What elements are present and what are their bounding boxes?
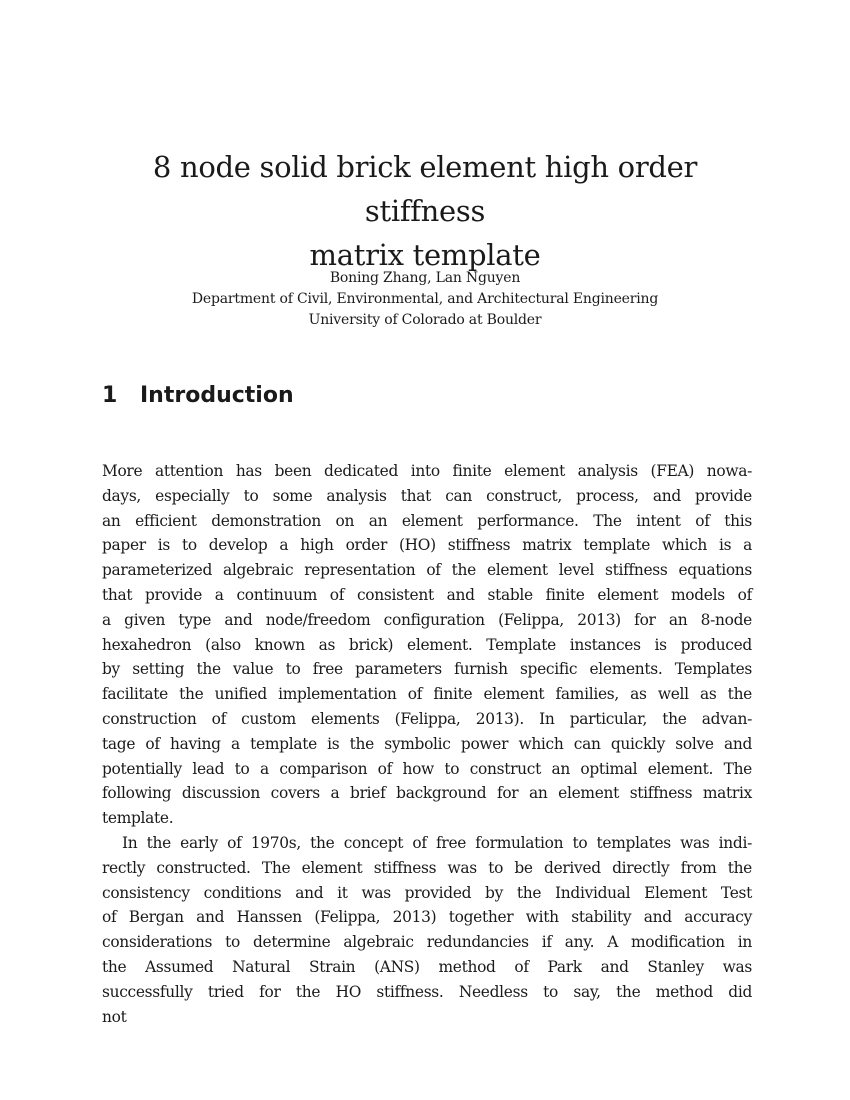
author-block [90,268,760,331]
paragraph-2 [102,831,752,1029]
paragraph-line: a given type and node/freedom configuration (Felippa, 2013) for an 8-node [102,610,752,629]
title-line-1: 8 node solid brick element high order stiffness [152,150,698,228]
paragraph-line: template. [102,809,174,828]
section-number: 1 [102,383,118,408]
author-names: Boning Zhang, Lan Nguyen [329,270,521,286]
paragraph-line: an efficient demonstration on an element performance. The intent of this [102,511,752,530]
paragraph-line: considerations to determine algebraic redundancies if any. A modification in [102,933,752,952]
paragraph-line: successfully tried for the HO stiffness. Needless to say, the method did [102,982,752,1001]
paragraph-line: potentially lead to a comparison of how to construct an optimal element. The [102,759,752,778]
paragraph-line: of Bergan and Hanssen (Felippa, 2013) together with stability and accuracy [102,908,752,927]
paragraph-line: rectly constructed. The element stiffness was to be derived directly from the [102,858,752,877]
paragraph-line: paper is to develop a high order (HO) stiffness matrix template which is a [102,536,752,555]
affiliation-department: Department of Civil, Environmental, and Architectural Engineering [191,291,659,307]
introduction-body [102,459,752,1029]
paragraph-line: that provide a continuum of consistent and stable finite element models of [102,585,752,604]
paragraph-1 [102,459,752,831]
paragraph-line: not [102,1007,127,1026]
paragraph-line: by setting the value to free parameters furnish specific elements. Templates [102,660,752,679]
paragraph-line: construction of custom elements (Felippa, 2013). In particular, the advan- [102,709,752,728]
paragraph-line: parameterized algebraic representation of the element level stiffness equations [102,561,752,580]
paragraph-line: following discussion covers a brief background for an element stiffness matrix [102,784,752,803]
title-line-2: matrix template [309,238,541,272]
paragraph-line: the Assumed Natural Strain (ANS) method of Park and Stanley was [102,957,752,976]
paragraph-line: tage of having a template is the symbolic power which can quickly solve and [102,734,752,753]
paragraph-line: More attention has been dedicated into finite element analysis (FEA) nowa- [102,462,752,480]
paragraph-line: consistency conditions and it was provided by the Individual Element Test [102,883,752,902]
paper-title [90,145,760,277]
paragraph-line: days, especially to some analysis that can construct, process, and provide [102,486,752,505]
affiliation-university: University of Colorado at Boulder [308,312,542,328]
section-heading-introduction [102,380,294,412]
paragraph-line: facilitate the unified implementation of finite element families, as well as the [102,685,752,704]
section-title: Introduction [140,383,294,408]
paragraph-line: In the early of 1970s, the concept of free formulation to templates was indi- [122,833,752,852]
paragraph-line: hexahedron (also known as brick) element. Template instances is produced [102,635,752,654]
